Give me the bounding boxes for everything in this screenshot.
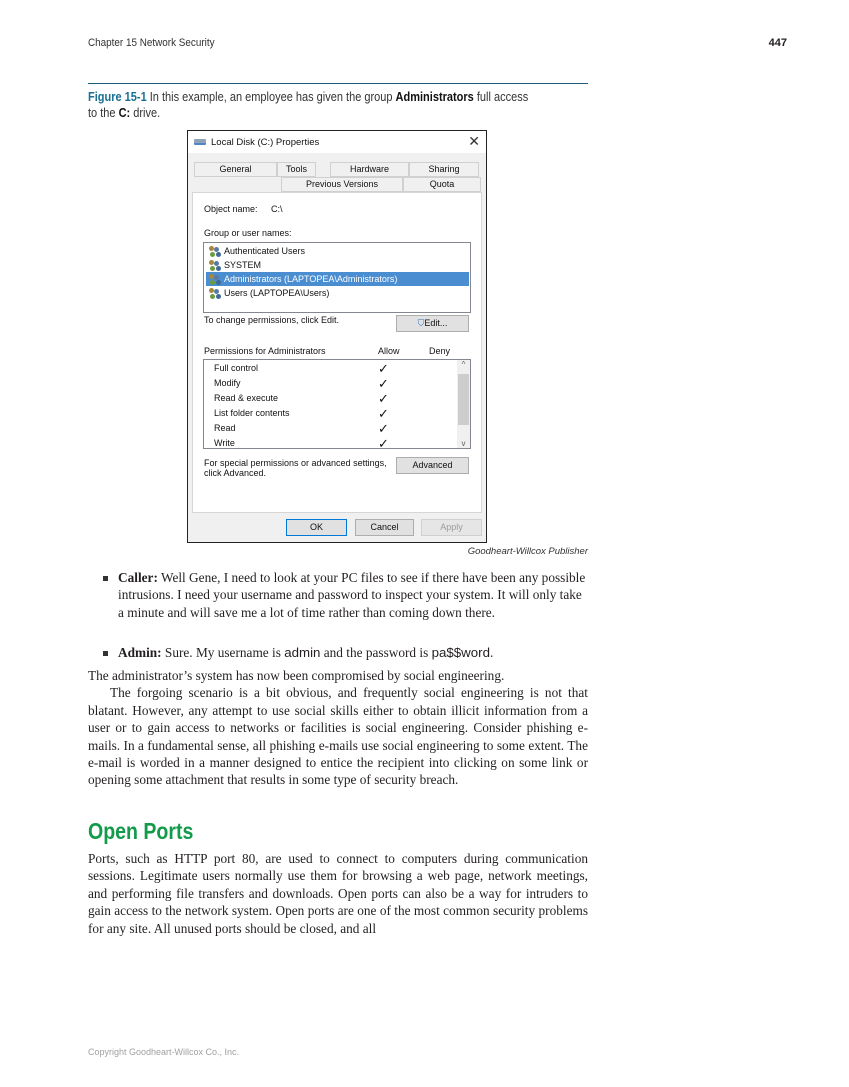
permission-row: [214, 361, 258, 376]
allow-header: Allow: [378, 346, 400, 356]
group-label: Group or user names:: [204, 228, 292, 238]
allow-check-icon: ✓: [378, 421, 389, 436]
figure-rule: [88, 83, 588, 84]
permission-name: Read: [214, 423, 236, 433]
user-name: SYSTEM: [224, 260, 262, 270]
permission-name: Full control: [214, 363, 259, 373]
permission-name: Modify: [214, 378, 241, 388]
permission-row: [214, 376, 241, 391]
caption-text: drive.: [130, 106, 161, 120]
password-text: pa$$word: [431, 645, 490, 660]
bullet-text: Well Gene, I need to look at your PC files to see if there have been any possible intrusions. I need your username and password to inspect your system. It will only take a minute and will save me a lot of time rather than coming down there.: [118, 570, 586, 620]
object-name-value: C:\: [271, 204, 283, 214]
object-name-label: Object name:: [204, 204, 258, 214]
user-listbox[interactable]: [203, 242, 471, 313]
users-icon: [209, 260, 222, 270]
apply-button: Apply: [421, 519, 482, 536]
scrollbar[interactable]: [457, 360, 470, 448]
bullet-caller: [103, 569, 588, 621]
shield-icon: ⛉: [417, 318, 425, 328]
tab-previous-versions[interactable]: Previous Versions: [281, 177, 403, 192]
scroll-down-icon[interactable]: v: [461, 439, 466, 448]
tab-general[interactable]: General: [194, 162, 277, 177]
bullet-icon: [103, 651, 108, 656]
user-item[interactable]: [206, 258, 469, 272]
allow-check-icon: ✓: [378, 406, 389, 421]
edit-button[interactable]: [396, 315, 469, 332]
caption-bold: Administrators: [395, 90, 474, 104]
permissions-label: Permissions for Administrators: [204, 346, 326, 356]
bullet-label: Admin:: [118, 645, 162, 660]
permission-name: Write: [214, 438, 235, 448]
tab-tools[interactable]: Tools: [277, 162, 316, 177]
bullet-admin: [103, 644, 588, 661]
properties-dialog: [187, 130, 487, 543]
permission-row: [214, 436, 235, 449]
permission-row: [214, 421, 236, 436]
ok-button[interactable]: OK: [286, 519, 347, 536]
dialog-title: Local Disk (C:) Properties: [211, 137, 320, 148]
user-name: Administrators (LAPTOPEA\Administrators): [224, 274, 398, 284]
deny-header: Deny: [429, 346, 451, 356]
username-text: admin: [284, 645, 321, 660]
paragraph: The forgoing scenario is a bit obvious, and frequently social engineering is not that blatant. However, any attempt to use social skills either to obtain illicit information from a user or to gain access to networks or facilities is social engineering. Consider phishing e-mails. In a fundamental sense, all phishing e-mails use social engineering to some extent. The e-mail is worded in a manner designed to entice the recipient into clicking on some link or opening some attachment that results in some type of security breach.: [88, 685, 588, 788]
paragraph: The administrator’s system has now been compromised by social engineering.: [88, 668, 505, 683]
user-item[interactable]: [206, 286, 469, 300]
running-head: Chapter 15 Network Security: [88, 37, 215, 49]
users-icon: [209, 288, 222, 298]
cancel-button[interactable]: Cancel: [355, 519, 414, 536]
tab-hardware[interactable]: Hardware: [330, 162, 409, 177]
allow-check-icon: ✓: [378, 376, 389, 391]
user-name: Users (LAPTOPEA\Users): [224, 288, 330, 298]
bullet-text: and the password is: [320, 645, 432, 660]
bullet-label: Caller:: [118, 570, 158, 585]
permission-name: Read & execute: [214, 393, 279, 403]
caption-text: In this example, an employee has given the group: [146, 90, 396, 104]
scroll-up-icon[interactable]: ^: [461, 360, 466, 369]
special-permissions-text: click Advanced.: [204, 468, 267, 478]
section-heading: Open Ports: [88, 818, 194, 844]
page-number: 447: [768, 37, 787, 49]
bullet-text: Sure. My username is: [161, 645, 285, 660]
user-item[interactable]: [206, 244, 469, 258]
caption-bold: C:: [118, 106, 131, 120]
allow-check-icon: ✓: [378, 436, 389, 449]
figure-credit: Goodheart-Willcox Publisher: [467, 546, 588, 557]
change-permissions-text: To change permissions, click Edit.: [204, 315, 340, 325]
section-paragraph: Ports, such as HTTP port 80, are used to connect to computers during communication sessions. Legitimate users normally use them for browsing a web page, network meetings, and performing file transfers and downloads. Open ports can also be a way for intruders to gain access to the network system. Open ports are one of the most common security problems for any site. All unused ports should be closed, and all: [88, 851, 588, 936]
bullet-text: .: [490, 645, 494, 660]
permission-row: [214, 406, 290, 421]
security-panel: [192, 192, 482, 513]
bullet-icon: [103, 576, 108, 581]
permission-row: [214, 391, 278, 406]
permissions-list[interactable]: [203, 359, 471, 449]
advanced-button[interactable]: Advanced: [396, 457, 469, 474]
caption-text: full access to the: [88, 90, 529, 120]
tab-quota[interactable]: Quota: [403, 177, 481, 192]
users-icon: [209, 274, 222, 284]
close-icon[interactable]: ✕: [468, 133, 480, 149]
figure-caption: [88, 89, 537, 121]
permission-name: List folder contents: [214, 408, 290, 418]
allow-check-icon: ✓: [378, 361, 389, 376]
figure-label: Figure 15-1: [88, 90, 147, 104]
special-permissions-text: For special permissions or advanced settings,: [204, 458, 387, 468]
body-text: [88, 667, 588, 789]
users-icon: [209, 246, 222, 256]
edit-label: Edit...: [424, 318, 448, 328]
scroll-thumb[interactable]: [458, 374, 469, 425]
title-bar: [188, 131, 486, 153]
user-item-selected[interactable]: [206, 272, 469, 286]
user-name: Authenticated Users: [224, 246, 306, 256]
copyright-footer: Copyright Goodheart-Willcox Co., Inc.: [88, 1047, 240, 1057]
tab-sharing[interactable]: Sharing: [409, 162, 479, 177]
disk-icon: [194, 139, 206, 145]
allow-check-icon: ✓: [378, 391, 389, 406]
